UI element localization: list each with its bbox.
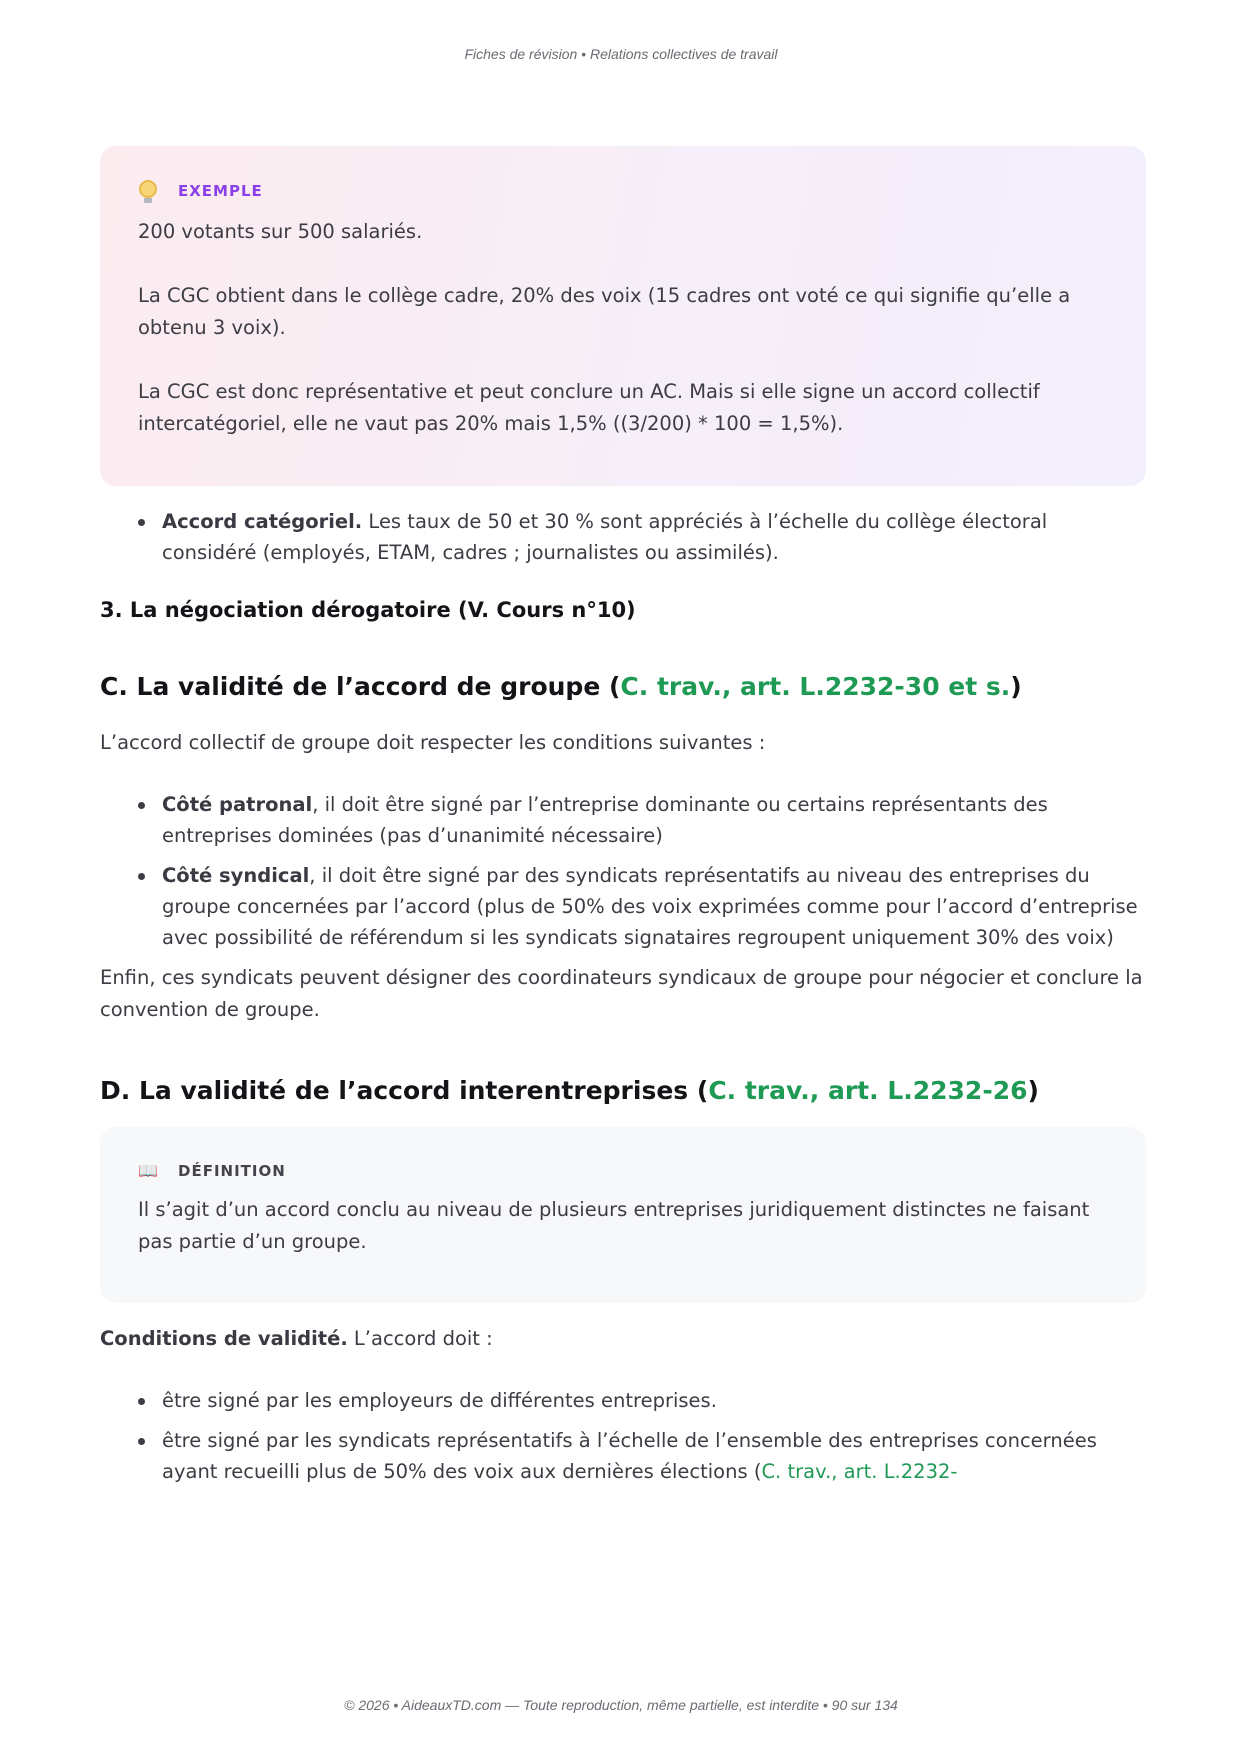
article-reference-link[interactable]: C. trav., art. L.2232- <box>761 1460 958 1483</box>
page-content <box>100 146 1146 1496</box>
section-c-reference-link[interactable]: C. trav., art. L.2232-30 et s. <box>620 672 1011 701</box>
list-item-text: , il doit être signé par des syndicats représentatifs au niveau des entreprises du groupe concernées par l’accord (plus de 50% des voix exprimées comme pour l’accord d’entreprise avec possibilité de référendum si les syndicats signataires regroupent uniquement 30% des voix) <box>162 864 1138 949</box>
conditions-strong: Conditions de validité. <box>100 1327 348 1350</box>
list-item <box>162 860 1146 953</box>
section-d-heading <box>100 1076 1146 1105</box>
definition-label-row <box>138 1161 1108 1180</box>
section-c-list <box>100 789 1146 953</box>
running-footer: © 2026 • AideauxTD.com — Toute reproduction, même partielle, est interdite • 90 sur 134 <box>344 1697 898 1713</box>
example-paragraph: 200 votants sur 500 salariés. <box>138 220 423 243</box>
section-c-heading <box>100 672 1146 701</box>
list-item <box>162 1385 1146 1416</box>
conditions-text: L’accord doit : <box>347 1327 493 1350</box>
section-d-reference-link[interactable]: C. trav., art. L.2232-26 <box>708 1076 1028 1105</box>
conditions-paragraph <box>100 1323 1146 1355</box>
example-callout <box>100 146 1146 486</box>
example-paragraph: La CGC obtient dans le collège cadre, 20% des voix (15 cadres ont voté ce qui signifie qu’elle a obtenu 3 voix). <box>138 284 1071 339</box>
definition-label: DÉFINITION <box>178 1161 286 1180</box>
list-item-text: Les taux de 50 et 30 % sont appréciés à l’échelle du collège électoral considéré (employés, ETAM, cadres ; journalistes ou assimilés). <box>162 510 1048 564</box>
list-item <box>162 789 1146 851</box>
section-d-title: D. La validité de l’accord interentreprises ( <box>100 1076 709 1105</box>
list-item-strong: Côté patronal <box>162 793 313 816</box>
list-item <box>162 506 1146 568</box>
section-c-closing: Enfin, ces syndicats peuvent désigner des coordinateurs syndicaux de groupe pour négocier et conclure la convention de groupe. <box>100 966 1143 1021</box>
list-item-strong: Côté syndical <box>162 864 310 887</box>
section-c-title: C. La validité de l’accord de groupe ( <box>100 672 621 701</box>
lightbulb-icon <box>138 180 158 202</box>
open-book-icon: 📖 <box>138 1161 159 1180</box>
running-header: Fiches de révision • Relations collectives de travail <box>464 46 778 62</box>
section-d-list <box>100 1385 1146 1487</box>
list-item-text: être signé par les syndicats représentatifs à l’échelle de l’ensemble des entreprises concernées ayant recueilli plus de 50% des voix aux dernières élections ( <box>162 1429 1097 1483</box>
definition-callout <box>100 1127 1146 1303</box>
section-c-title-end: ) <box>1010 672 1022 701</box>
list-item-strong: Accord catégoriel. <box>162 510 363 533</box>
categoriel-list <box>100 506 1146 568</box>
section-d-title-end: ) <box>1027 1076 1039 1105</box>
list-item <box>162 1425 1146 1487</box>
example-label: EXEMPLE <box>178 182 263 200</box>
example-label-row <box>138 180 1108 202</box>
list-item-text: , il doit être signé par l’entreprise dominante ou certains représentants des entreprises dominées (pas d’unanimité nécessaire) <box>162 793 1048 847</box>
section-c-intro: L’accord collectif de groupe doit respecter les conditions suivantes : <box>100 731 766 754</box>
example-paragraph: La CGC est donc représentative et peut conclure un AC. Mais si elle signe un accord collectif intercatégoriel, elle ne vaut pas 20% mais 1,5% ((3/200) * 100 = 1,5%). <box>138 380 1040 435</box>
section-3-heading: 3. La négociation dérogatoire (V. Cours n°10) <box>100 598 636 622</box>
list-item-text: être signé par les employeurs de différentes entreprises. <box>162 1389 717 1412</box>
definition-text: Il s’agit d’un accord conclu au niveau de plusieurs entreprises juridiquement distinctes ne faisant pas partie d’un groupe. <box>138 1198 1090 1253</box>
